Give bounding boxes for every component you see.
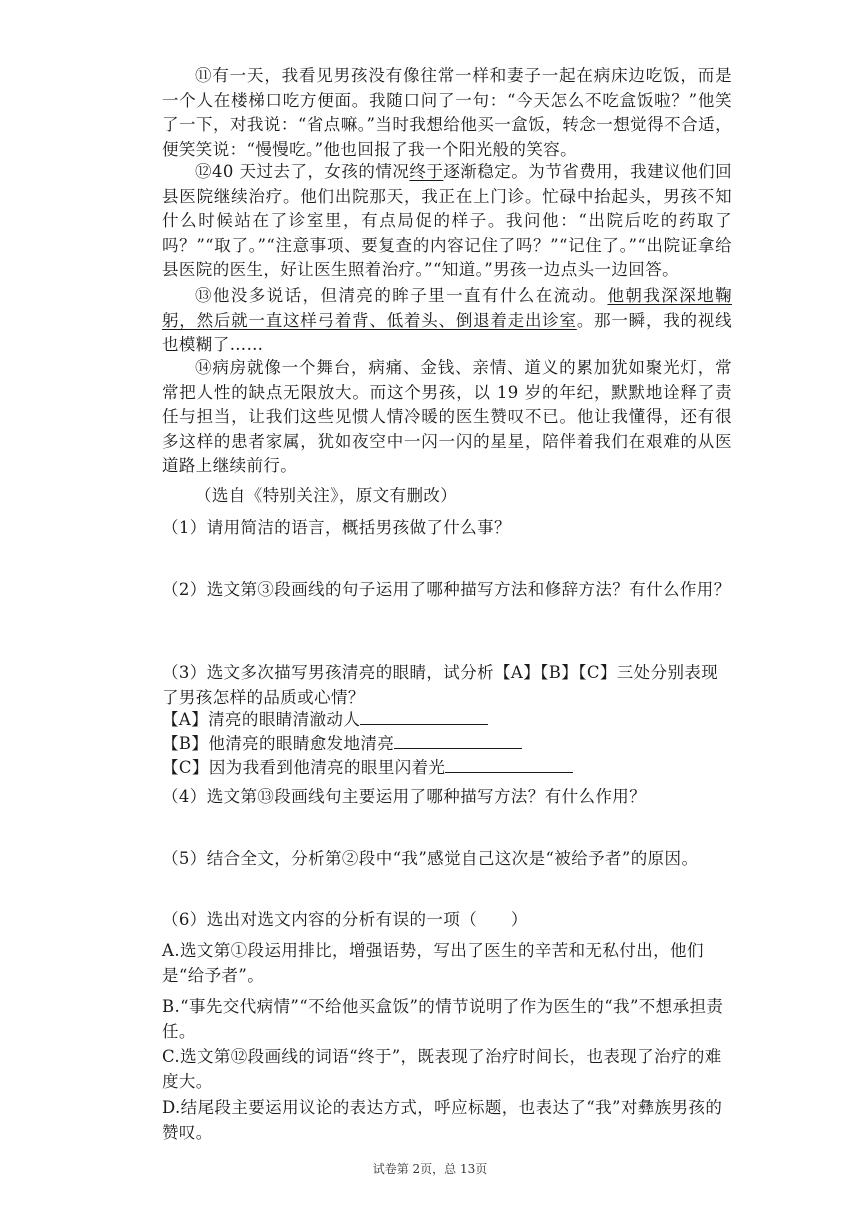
option-d[interactable]: D.结尾段主要运用议论的表达方式，呼应标题，也表达了“我”对彝族男孩的赞叹。 (162, 1098, 723, 1142)
paragraph-12-text-b: 逐渐稳定。为节省费用，我建议他们回县医院继续治疗。他们出院那天，我正在上门诊。忙碌中抬起头，男孩不知什么时候站在了诊室里，有点局促的样子。我问他：“出院后吃的药取了吗？”“取了。”“注意事项、要复查的内容记住了吗？”“记住了。”“出院证拿给县医院的医生，好让医生照着治疗。”“知道。”男孩一边点头一边回答。 (162, 162, 732, 279)
question-3-item-c-text: 【C】因为我看到他清亮的眼里闪着光 (162, 758, 446, 777)
question-3: （3）选文多次描写男孩清亮的眼睛，试分析【A】【B】【C】三处分别表现了男孩怎样的品质或心情？ (162, 663, 719, 707)
question-3-item-c (162, 756, 732, 781)
option-b[interactable]: B.“事先交代病情”“不给他买盒饭”的情节说明了作为医生的“我”不想承担责任。 (162, 997, 724, 1041)
question-2: （2）选文第③段画线的句子运用了哪种描写方法和修辞方法？有什么作用？ (162, 580, 731, 599)
underlined-sentence-bow: 他朝我深深地鞠躬，然后就一直这样弓着背、低着头、倒退着走出诊室 (162, 286, 732, 330)
answer-blank-a[interactable] (360, 708, 488, 725)
paragraph-14: ⑭病房就像一个舞台，病痛、金钱、亲情、道义的累加犹如聚光灯，常常把人性的缺点无限放大。而这个男孩，以 19 岁的年纪，默默地诠释了责任与担当，让我们这些见惯人情冷暖的医生赞叹不已。他让我懂得，还有很多这样的患者家属，犹如夜空中一闪一闪的星星，陪伴着我们在艰难的从医道路上继续前行。 (162, 358, 732, 475)
question-3-item-b (162, 732, 732, 757)
source-note: （选自《特别关注》，原文有删改） (195, 486, 458, 505)
answer-blank-c[interactable] (445, 756, 573, 773)
question-3-item-a-text: 【A】清亮的眼睛清澈动人 (162, 710, 361, 729)
paragraph-12-text-a: ⑫40 天过去了，女孩的情况 (195, 162, 410, 181)
question-6: （6）选出对选文内容的分析有误的一项（ ） (162, 910, 528, 929)
answer-blank-b[interactable] (394, 732, 522, 749)
paragraph-11: ⑪有一天，我看见男孩没有像往常一样和妻子一起在病床边吃饭，而是一个人在楼梯口吃方便面。我随口问了一句：“今天怎么不吃盒饭啦？”他笑了一下，对我说：“省点嘛。”当时我想给他买一盒饭，转念一想觉得不合适，便笑笑说：“慢慢吃。”他也回报了我一个阳光般的笑容。 (162, 66, 732, 159)
option-c[interactable]: C.选文第⑫段画线的词语“终于”，既表现了治疗时间长，也表现了治疗的难度大。 (162, 1047, 722, 1091)
question-3-item-a (162, 708, 732, 733)
paragraph-13 (162, 284, 732, 358)
question-1: （1）请用简洁的语言，概括男孩做了什么事？ (162, 518, 511, 537)
question-5: （5）结合全文，分析第②段中“我”感觉自己这次是“被给予者”的原因。 (162, 849, 699, 868)
paragraph-12 (162, 160, 732, 283)
question-3-item-b-text: 【B】他清亮的眼睛愈发地清亮 (162, 734, 395, 753)
paragraph-13-text-a: ⑬他没多说话，但清亮的眸子里一直有什么在流动。 (195, 286, 608, 305)
question-4: （4）选文第⑬段画线句主要运用了哪种描写方法？有什么作用？ (162, 787, 647, 806)
option-a[interactable]: A.选文第①段运用排比，增强语势，写出了医生的辛苦和无私付出，他们是“给予者”。 (162, 941, 704, 985)
page-footer: 试卷第 2页，总 13页 (372, 1162, 488, 1176)
underlined-word-zhongyu: 终于 (409, 162, 444, 181)
paragraph-13-text-b: 。那一瞬，我的视线也模糊了…… (162, 310, 732, 354)
